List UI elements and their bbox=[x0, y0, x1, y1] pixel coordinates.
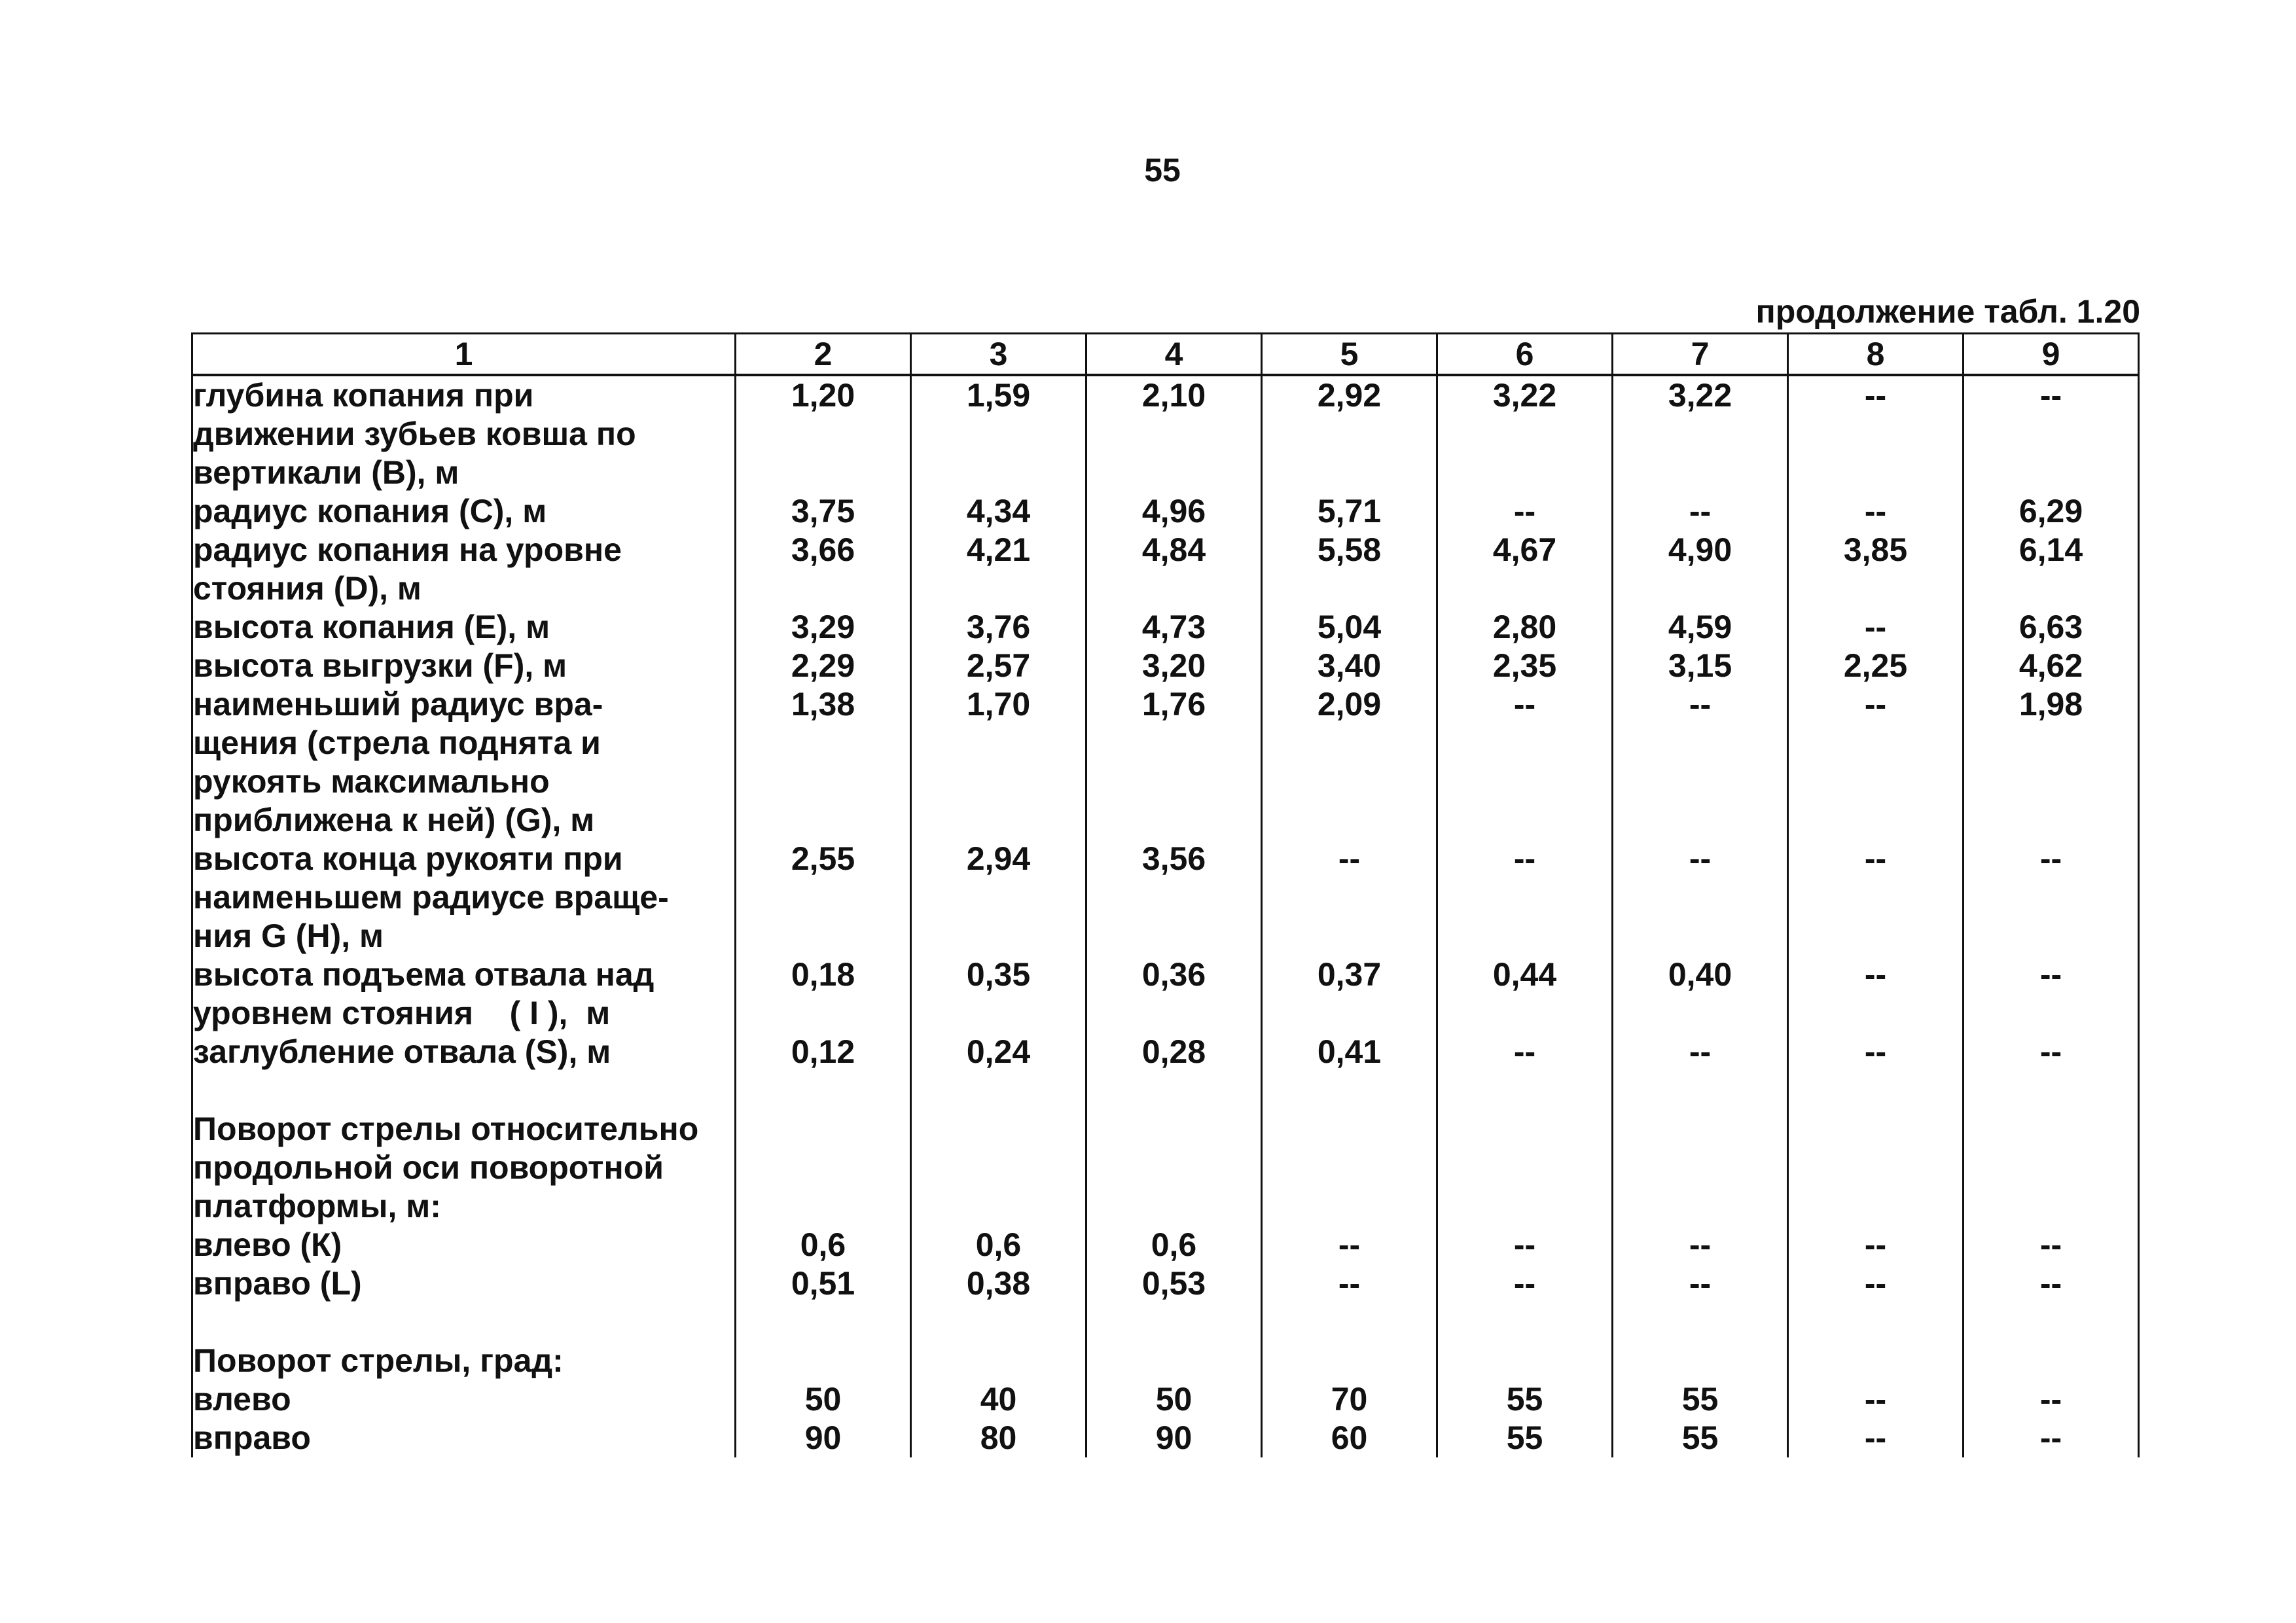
table-cell: -- bbox=[1964, 1380, 2139, 1419]
table-cell: -- bbox=[1613, 1033, 1788, 1071]
table-row bbox=[192, 1264, 2139, 1303]
table-caption: продолжение табл. 1.20 bbox=[1755, 293, 2140, 330]
table-cell: 3,29 bbox=[736, 608, 911, 647]
table-cell: 4,34 bbox=[911, 492, 1086, 531]
table-row bbox=[192, 1419, 2139, 1457]
table-row bbox=[192, 1380, 2139, 1419]
column-header: 7 bbox=[1613, 334, 1788, 376]
section-title-line: Поворот стрелы, град: bbox=[193, 1342, 564, 1379]
table-cell: -- bbox=[1788, 955, 1964, 1033]
table-cell: 2,10 bbox=[1086, 375, 1262, 492]
table-cell: 3,22 bbox=[1613, 375, 1788, 492]
table-cell: -- bbox=[1262, 840, 1437, 955]
table-cell: -- bbox=[1437, 1226, 1613, 1264]
table-cell: 6,29 bbox=[1964, 492, 2139, 531]
row-label-line: заглубление отвала (S), м bbox=[193, 1033, 611, 1070]
table-cell: 55 bbox=[1613, 1419, 1788, 1457]
table-cell: 70 bbox=[1262, 1380, 1437, 1419]
table-cell: 3,75 bbox=[736, 492, 911, 531]
table-cell: 90 bbox=[1086, 1419, 1262, 1457]
table-cell: 0,6 bbox=[736, 1226, 911, 1264]
row-label bbox=[192, 531, 736, 608]
table-cell: -- bbox=[1788, 375, 1964, 492]
row-label-line: наименьший радиус вра- bbox=[193, 686, 603, 722]
table-cell: 0,12 bbox=[736, 1033, 911, 1071]
table-cell: -- bbox=[1262, 1226, 1437, 1264]
table-cell: -- bbox=[1788, 685, 1964, 840]
row-label: вправо bbox=[192, 1419, 736, 1457]
table-cell: 2,57 bbox=[911, 647, 1086, 685]
column-header: 9 bbox=[1964, 334, 2139, 376]
table-row bbox=[192, 685, 2139, 840]
table-cell: 5,04 bbox=[1262, 608, 1437, 647]
row-label-line: стояния (D), м bbox=[193, 570, 422, 607]
table-cell: -- bbox=[1788, 1264, 1964, 1303]
table-cell: -- bbox=[1964, 840, 2139, 955]
column-header: 6 bbox=[1437, 334, 1613, 376]
row-label-line: высота конца рукояти при bbox=[193, 840, 623, 877]
table-cell: 50 bbox=[1086, 1380, 1262, 1419]
table-cell: 2,80 bbox=[1437, 608, 1613, 647]
table-cell: -- bbox=[1964, 375, 2139, 492]
table-cell: -- bbox=[1613, 685, 1788, 840]
table-cell: 4,62 bbox=[1964, 647, 2139, 685]
table-cell: -- bbox=[1437, 1033, 1613, 1071]
table-cell: -- bbox=[1437, 685, 1613, 840]
table-row bbox=[192, 840, 2139, 955]
table-cell: 0,18 bbox=[736, 955, 911, 1033]
section-title-line: платформы, м: bbox=[193, 1188, 441, 1224]
table-row bbox=[192, 492, 2139, 531]
table-cell: 2,92 bbox=[1262, 375, 1437, 492]
table-cell: 2,25 bbox=[1788, 647, 1964, 685]
table-cell: 2,94 bbox=[911, 840, 1086, 955]
table-cell: 1,38 bbox=[736, 685, 911, 840]
table-cell: 0,28 bbox=[1086, 1033, 1262, 1071]
table-cell: -- bbox=[1613, 840, 1788, 955]
table-spacer-row bbox=[192, 1303, 2139, 1342]
table-row bbox=[192, 1226, 2139, 1264]
row-label-line: вертикали (В), м bbox=[193, 454, 459, 491]
row-label bbox=[192, 840, 736, 955]
row-label-line: уровнем стояния ( I ), м bbox=[193, 995, 611, 1031]
table-cell: 3,85 bbox=[1788, 531, 1964, 608]
row-label bbox=[192, 375, 736, 492]
table-cell: -- bbox=[1613, 1264, 1788, 1303]
table-cell: 90 bbox=[736, 1419, 911, 1457]
row-label bbox=[192, 955, 736, 1033]
table-cell: 3,66 bbox=[736, 531, 911, 608]
table-cell: 0,6 bbox=[911, 1226, 1086, 1264]
table-cell: 2,55 bbox=[736, 840, 911, 955]
table-cell: 0,51 bbox=[736, 1264, 911, 1303]
table-cell: -- bbox=[1964, 955, 2139, 1033]
table-cell: -- bbox=[1788, 1033, 1964, 1071]
table-row bbox=[192, 375, 2139, 492]
table-cell: 4,59 bbox=[1613, 608, 1788, 647]
row-label-line: рукоять максимально bbox=[193, 763, 550, 800]
column-header: 2 bbox=[736, 334, 911, 376]
section-title bbox=[192, 1110, 736, 1226]
column-header: 5 bbox=[1262, 334, 1437, 376]
table-cell: 50 bbox=[736, 1380, 911, 1419]
table-cell: 2,35 bbox=[1437, 647, 1613, 685]
row-label-line: движении зубьев ковша по bbox=[193, 416, 636, 452]
row-label-line: наименьшем радиусе враще- bbox=[193, 879, 669, 916]
table-cell: -- bbox=[1613, 492, 1788, 531]
table-spacer-row bbox=[192, 1071, 2139, 1110]
table-cell: -- bbox=[1788, 1419, 1964, 1457]
table-cell: -- bbox=[1788, 840, 1964, 955]
row-label-line: радиус копания (С), м bbox=[193, 493, 547, 529]
table-cell: -- bbox=[1788, 492, 1964, 531]
table-cell: 3,22 bbox=[1437, 375, 1613, 492]
table-header-row bbox=[192, 334, 2139, 376]
table-cell: -- bbox=[1437, 840, 1613, 955]
column-header: 8 bbox=[1788, 334, 1964, 376]
page-number: 55 bbox=[1144, 152, 1181, 188]
table-cell: 3,56 bbox=[1086, 840, 1262, 955]
table-cell: -- bbox=[1964, 1226, 2139, 1264]
table-cell: 0,37 bbox=[1262, 955, 1437, 1033]
table-cell: 0,24 bbox=[911, 1033, 1086, 1071]
table-cell: 3,15 bbox=[1613, 647, 1788, 685]
table-cell: 1,76 bbox=[1086, 685, 1262, 840]
table-cell: 0,53 bbox=[1086, 1264, 1262, 1303]
row-label-line: приближена к ней) (G), м bbox=[193, 802, 595, 838]
row-label bbox=[192, 685, 736, 840]
table-cell: 4,73 bbox=[1086, 608, 1262, 647]
column-header: 4 bbox=[1086, 334, 1262, 376]
row-label-line: высота копания (Е), м bbox=[193, 609, 550, 645]
table-row bbox=[192, 955, 2139, 1033]
table-cell: -- bbox=[1788, 1380, 1964, 1419]
section-title-line: продольной оси поворотной bbox=[193, 1149, 664, 1186]
table-cell: 4,67 bbox=[1437, 531, 1613, 608]
row-label: влево (К) bbox=[192, 1226, 736, 1264]
row-label bbox=[192, 608, 736, 647]
table-cell: 4,21 bbox=[911, 531, 1086, 608]
table-cell: -- bbox=[1262, 1264, 1437, 1303]
table-cell: 55 bbox=[1613, 1380, 1788, 1419]
table-cell: 2,09 bbox=[1262, 685, 1437, 840]
table-cell: 4,84 bbox=[1086, 531, 1262, 608]
table-cell: 3,20 bbox=[1086, 647, 1262, 685]
section-header-row bbox=[192, 1110, 2139, 1226]
table-cell: 55 bbox=[1437, 1380, 1613, 1419]
table-cell: -- bbox=[1964, 1264, 2139, 1303]
table-cell: -- bbox=[1788, 1226, 1964, 1264]
table-cell: 2,29 bbox=[736, 647, 911, 685]
table-cell: 1,20 bbox=[736, 375, 911, 492]
table-row bbox=[192, 531, 2139, 608]
table-cell: 3,76 bbox=[911, 608, 1086, 647]
table-row bbox=[192, 1033, 2139, 1071]
table-cell: 6,14 bbox=[1964, 531, 2139, 608]
table-cell: 80 bbox=[911, 1419, 1086, 1457]
table-cell: -- bbox=[1613, 1226, 1788, 1264]
row-label-line: глубина копания при bbox=[193, 377, 534, 414]
table-cell: 5,58 bbox=[1262, 531, 1437, 608]
row-label bbox=[192, 1033, 736, 1071]
table-cell: 0,35 bbox=[911, 955, 1086, 1033]
row-label-line: ния G (H), м bbox=[193, 918, 384, 954]
column-header: 1 bbox=[192, 334, 736, 376]
table-cell: 1,98 bbox=[1964, 685, 2139, 840]
table-cell: 0,36 bbox=[1086, 955, 1262, 1033]
table-row bbox=[192, 608, 2139, 647]
table-cell: 1,59 bbox=[911, 375, 1086, 492]
section-title-line: Поворот стрелы относительно bbox=[193, 1111, 699, 1147]
table-cell: 0,6 bbox=[1086, 1226, 1262, 1264]
column-header: 3 bbox=[911, 334, 1086, 376]
table-cell: 0,40 bbox=[1613, 955, 1788, 1033]
row-label-line: щения (стрела поднята и bbox=[193, 724, 601, 761]
table-cell: 0,38 bbox=[911, 1264, 1086, 1303]
table-cell: -- bbox=[1437, 492, 1613, 531]
table-cell: -- bbox=[1437, 1264, 1613, 1303]
section-header-row bbox=[192, 1342, 2139, 1380]
table-cell: 1,70 bbox=[911, 685, 1086, 840]
row-label-line: радиус копания на уровне bbox=[193, 531, 622, 568]
table-cell: 4,90 bbox=[1613, 531, 1788, 608]
table-cell: 55 bbox=[1437, 1419, 1613, 1457]
table-cell: 40 bbox=[911, 1380, 1086, 1419]
specs-table bbox=[191, 332, 2140, 1457]
table-cell: 0,44 bbox=[1437, 955, 1613, 1033]
row-label-line: высота подъема отвала над bbox=[193, 956, 655, 993]
table-cell: 60 bbox=[1262, 1419, 1437, 1457]
table-cell: -- bbox=[1788, 608, 1964, 647]
row-label: влево bbox=[192, 1380, 736, 1419]
table-cell: 3,40 bbox=[1262, 647, 1437, 685]
table-cell: 5,71 bbox=[1262, 492, 1437, 531]
table-cell: -- bbox=[1964, 1419, 2139, 1457]
row-label: вправо (L) bbox=[192, 1264, 736, 1303]
table-cell: 6,63 bbox=[1964, 608, 2139, 647]
row-label bbox=[192, 492, 736, 531]
table-cell: 0,41 bbox=[1262, 1033, 1437, 1071]
table-cell: -- bbox=[1964, 1033, 2139, 1071]
table-cell: 4,96 bbox=[1086, 492, 1262, 531]
row-label-line: высота выгрузки (F), м bbox=[193, 647, 567, 684]
row-label bbox=[192, 647, 736, 685]
section-title bbox=[192, 1342, 736, 1380]
table-row bbox=[192, 647, 2139, 685]
